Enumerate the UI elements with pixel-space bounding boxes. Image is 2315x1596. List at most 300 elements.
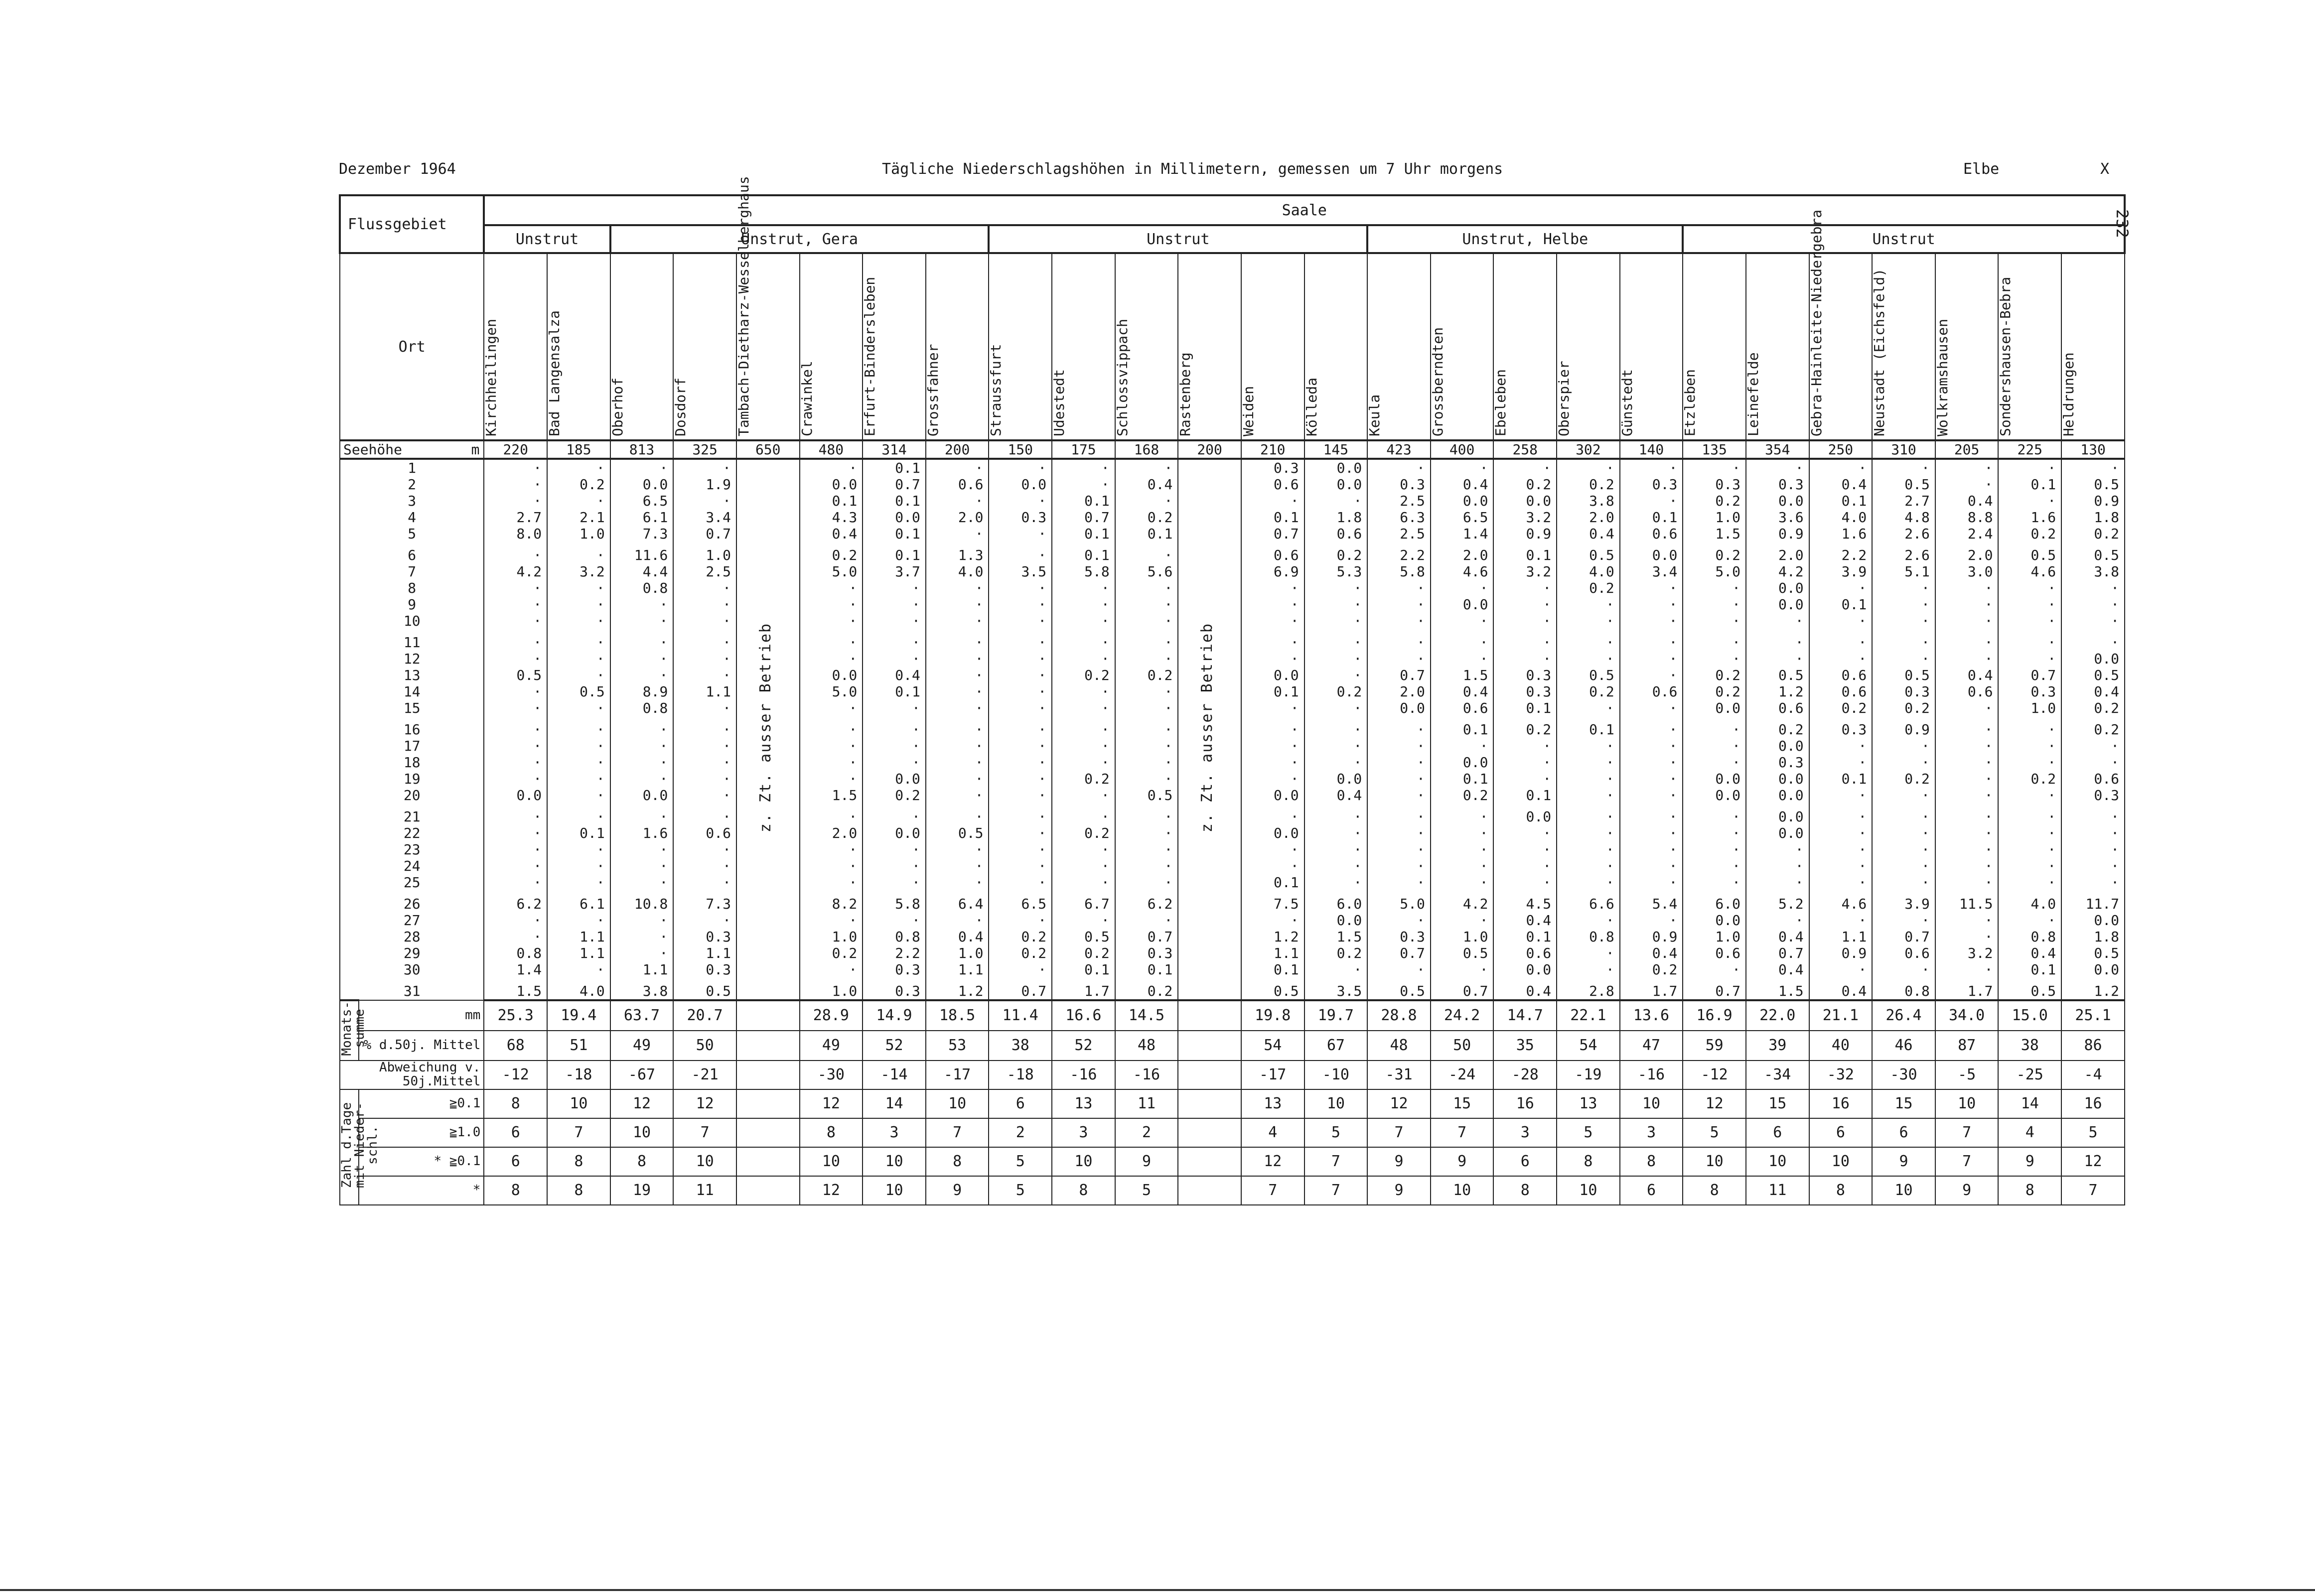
daily-value: ·	[2061, 874, 2125, 891]
daily-value: ·	[610, 858, 674, 874]
daily-value: 5.0	[1683, 563, 1746, 580]
daily-value: 0.8	[484, 945, 547, 961]
daily-value: ·	[1431, 651, 1494, 667]
daily-value: ·	[484, 825, 547, 841]
deviation-from-mean: -18	[989, 1061, 1052, 1089]
daily-value: ·	[484, 493, 547, 509]
daily-value: ·	[1620, 803, 1683, 825]
seehoehe-text: Seehöhe	[343, 441, 403, 458]
zahl-tage-group	[339, 1089, 380, 1205]
daily-value: ·	[673, 874, 736, 891]
daily-value: 0.1	[1052, 493, 1115, 509]
daily-value: 2.1	[547, 509, 610, 526]
daily-value: ·	[1115, 629, 1178, 651]
daily-value: 0.0	[1620, 542, 1683, 563]
daily-value: 6.0	[1683, 891, 1746, 912]
daily-value: 0.6	[1809, 683, 1873, 700]
station-elevation: 200	[1178, 440, 1241, 459]
daily-value: 0.2	[800, 542, 863, 563]
station-elevation: 354	[1746, 440, 1809, 459]
daily-value: ·	[1557, 651, 1620, 667]
daily-value: ·	[2061, 596, 2125, 613]
daily-value: ·	[1620, 716, 1683, 738]
station-name	[926, 253, 989, 440]
day-number: 10	[340, 613, 484, 629]
daily-value: 0.1	[1493, 542, 1557, 563]
days-ge-0-1	[1178, 1089, 1241, 1118]
daily-value: ·	[926, 629, 989, 651]
monthly-sum-mm: 63.7	[610, 1000, 674, 1031]
snow-days-ge-0-1: 5	[989, 1147, 1052, 1176]
daily-value: ·	[863, 803, 926, 825]
daily-value: 1.0	[673, 542, 736, 563]
daily-value: ·	[2061, 629, 2125, 651]
days-ge-1-0: 3	[1620, 1118, 1683, 1147]
daily-value: ·	[1115, 874, 1178, 891]
snow-days-ge-0-1: 9	[1872, 1147, 1935, 1176]
daily-value: 0.1	[863, 459, 926, 476]
station-label: Tambach-Dietharz-Wesselberghaus	[735, 176, 752, 436]
daily-value: ·	[484, 771, 547, 787]
daily-value: ·	[1935, 580, 1999, 596]
daily-value: 0.4	[1493, 978, 1557, 1000]
deviation-from-mean: -32	[1809, 1061, 1873, 1089]
daily-value: ·	[1304, 825, 1368, 841]
daily-value: ·	[1241, 754, 1304, 771]
daily-value: ·	[1304, 596, 1368, 613]
snow-days-ge-0-1: 10	[673, 1147, 736, 1176]
daily-value: ·	[1052, 716, 1115, 738]
daily-value: ·	[1683, 754, 1746, 771]
days-ge-0-1: 12	[610, 1089, 674, 1118]
station-name	[1178, 253, 1241, 440]
days-ge-1-0: 2	[989, 1118, 1052, 1147]
daily-value: ·	[1493, 613, 1557, 629]
days-ge-1-0	[1178, 1118, 1241, 1147]
monthly-sum-mm: 14.7	[1493, 1000, 1557, 1031]
subbasin-group: Unstrut	[989, 225, 1367, 253]
daily-value: ·	[1620, 738, 1683, 754]
daily-value: 2.7	[1872, 493, 1935, 509]
daily-value: ·	[1493, 754, 1557, 771]
percent-of-mean	[1178, 1031, 1241, 1061]
daily-value: 6.5	[610, 493, 674, 509]
daily-value: 0.1	[1052, 542, 1115, 563]
deviation-from-mean: -28	[1493, 1061, 1557, 1089]
daily-value: ·	[484, 629, 547, 651]
daily-value: ·	[1115, 771, 1178, 787]
daily-value: 0.3	[1746, 476, 1809, 493]
daily-value: ·	[1683, 858, 1746, 874]
daily-value: ·	[610, 874, 674, 891]
day-number: 27	[340, 912, 484, 929]
daily-value: 0.0	[1683, 912, 1746, 929]
daily-value: ·	[1557, 825, 1620, 841]
daily-value: 0.5	[1115, 787, 1178, 803]
daily-value: 0.4	[1809, 476, 1873, 493]
days-ge-0-1: 6	[989, 1089, 1052, 1118]
daily-value: ·	[484, 841, 547, 858]
daily-value: 5.0	[1367, 891, 1431, 912]
station-elevation: 250	[1809, 440, 1873, 459]
snow-days-ge-0-1: 12	[1241, 1147, 1304, 1176]
daily-value: ·	[1746, 912, 1809, 929]
daily-value: 0.5	[2061, 667, 2125, 683]
daily-value: ·	[547, 613, 610, 629]
snow-cover-days: 5	[989, 1176, 1052, 1205]
daily-value: ·	[1746, 613, 1809, 629]
snow-cover-days: 10	[1872, 1176, 1935, 1205]
daily-value: ·	[547, 700, 610, 716]
station-name	[1431, 253, 1494, 440]
daily-value: 0.3	[1620, 476, 1683, 493]
days-ge-1-0: 3	[1052, 1118, 1115, 1147]
monthly-sum-mm: 13.6	[1620, 1000, 1683, 1031]
snow-days-ge-0-1: 12	[2061, 1147, 2125, 1176]
daily-value: 0.2	[1493, 716, 1557, 738]
snow-cover-days: 10	[1431, 1176, 1494, 1205]
daily-value: 4.0	[1998, 891, 2061, 912]
daily-value: 4.5	[1493, 891, 1557, 912]
daily-value: ·	[1746, 651, 1809, 667]
daily-value: ·	[1746, 841, 1809, 858]
daily-value: 1.1	[1241, 945, 1304, 961]
daily-value: ·	[1809, 754, 1873, 771]
daily-value: 0.0	[863, 509, 926, 526]
days-ge-1-0: 7	[1367, 1118, 1431, 1147]
daily-value: ·	[547, 716, 610, 738]
daily-value: ·	[1809, 825, 1873, 841]
daily-value: ·	[547, 580, 610, 596]
daily-value: 0.2	[1683, 493, 1746, 509]
daily-value: ·	[1998, 596, 2061, 613]
monthly-sum-mm: 24.2	[1431, 1000, 1494, 1031]
deviation-from-mean: -14	[863, 1061, 926, 1089]
days-ge-0-1: 16	[2061, 1089, 2125, 1118]
days-ge-0-1: 10	[1620, 1089, 1683, 1118]
daily-value: ·	[1557, 613, 1620, 629]
snow-cover-days: 9	[1367, 1176, 1431, 1205]
day-number: 7	[340, 563, 484, 580]
daily-value: 0.5	[2061, 945, 2125, 961]
snow-cover-days: 7	[1304, 1176, 1368, 1205]
station-name	[1241, 253, 1304, 440]
daily-value: ·	[1052, 459, 1115, 476]
daily-value: ·	[1998, 459, 2061, 476]
daily-value: ·	[610, 596, 674, 613]
daily-value: ·	[1809, 629, 1873, 651]
station-name	[547, 253, 610, 440]
daily-value: 2.5	[1367, 493, 1431, 509]
daily-value: ·	[1241, 716, 1304, 738]
station-label: Rastenberg	[1177, 352, 1194, 436]
daily-value: ·	[863, 858, 926, 874]
daily-value: ·	[673, 596, 736, 613]
monthly-sum-mm: 28.8	[1367, 1000, 1431, 1031]
daily-value: ·	[1493, 874, 1557, 891]
daily-value: 0.4	[800, 526, 863, 542]
percent-of-mean: 38	[1998, 1031, 2061, 1061]
daily-value: 3.5	[989, 563, 1052, 580]
daily-value: ·	[926, 874, 989, 891]
bottom-rule	[0, 1589, 2315, 1591]
daily-value: ·	[673, 613, 736, 629]
station-elevation: 325	[673, 440, 736, 459]
daily-value: ·	[547, 961, 610, 978]
precipitation-sheet	[339, 176, 2126, 1499]
daily-value: ·	[1746, 858, 1809, 874]
daily-value: ·	[863, 841, 926, 858]
daily-value: ·	[1935, 651, 1999, 667]
daily-value: 3.9	[1872, 891, 1935, 912]
daily-value: ·	[1872, 858, 1935, 874]
station-label: Grossberndten	[1429, 327, 1446, 436]
monthly-sum-mm: 19.8	[1241, 1000, 1304, 1031]
daily-value: ·	[989, 580, 1052, 596]
percent-of-mean: 40	[1809, 1031, 1873, 1061]
daily-value: 0.0	[1746, 596, 1809, 613]
daily-value: ·	[1241, 803, 1304, 825]
daily-value: 1.0	[1683, 929, 1746, 945]
daily-value: 0.4	[1620, 945, 1683, 961]
daily-value: ·	[1052, 787, 1115, 803]
daily-value: ·	[484, 738, 547, 754]
daily-value: 0.6	[1493, 945, 1557, 961]
day-number: 30	[340, 961, 484, 978]
daily-value: ·	[989, 912, 1052, 929]
daily-value: ·	[484, 459, 547, 476]
daily-value: 0.0	[1304, 459, 1368, 476]
daily-value: 0.1	[1052, 526, 1115, 542]
daily-value: ·	[1367, 912, 1431, 929]
percent-of-mean: 49	[800, 1031, 863, 1061]
daily-value: 0.2	[1304, 945, 1368, 961]
station-label: Kirchheilingen	[483, 318, 500, 436]
daily-value: ·	[800, 754, 863, 771]
daily-value: 1.4	[1431, 526, 1494, 542]
daily-value: ·	[1431, 841, 1494, 858]
daily-value: ·	[673, 738, 736, 754]
daily-value: ·	[547, 667, 610, 683]
monthly-sum-mm: 21.1	[1809, 1000, 1873, 1031]
daily-value: 3.4	[673, 509, 736, 526]
daily-value: ·	[1115, 700, 1178, 716]
daily-value: ·	[1998, 716, 2061, 738]
daily-value: ·	[1998, 493, 2061, 509]
monthly-sum-mm: 34.0	[1935, 1000, 1999, 1031]
monthly-sum-mm: 19.7	[1304, 1000, 1368, 1031]
percent-of-mean: 68	[484, 1031, 547, 1061]
daily-value: 2.5	[673, 563, 736, 580]
daily-value: 6.6	[1557, 891, 1620, 912]
daily-value: ·	[673, 754, 736, 771]
seehoehe-label	[340, 440, 484, 459]
station-name	[610, 253, 674, 440]
daily-value: 1.0	[800, 978, 863, 1000]
daily-value: 0.5	[1367, 978, 1431, 1000]
daily-value: 0.0	[1746, 738, 1809, 754]
daily-value: 2.8	[1557, 978, 1620, 1000]
daily-value: 0.2	[1557, 476, 1620, 493]
daily-value: ·	[1052, 858, 1115, 874]
daily-value: 1.6	[610, 825, 674, 841]
daily-value: ·	[2061, 841, 2125, 858]
daily-value: 1.8	[1304, 509, 1368, 526]
daily-value: ·	[547, 874, 610, 891]
daily-value: 1.0	[547, 526, 610, 542]
daily-value: 0.1	[1809, 596, 1873, 613]
daily-value: 0.1	[863, 526, 926, 542]
daily-value: 0.6	[1746, 700, 1809, 716]
daily-value: ·	[1367, 716, 1431, 738]
deviation-from-mean: -12	[1683, 1061, 1746, 1089]
daily-value: 0.0	[1683, 700, 1746, 716]
daily-value: ·	[2061, 803, 2125, 825]
daily-value: 5.0	[800, 563, 863, 580]
days-ge-0-1: 12	[1367, 1089, 1431, 1118]
daily-value: ·	[1431, 874, 1494, 891]
daily-value: ·	[1115, 651, 1178, 667]
daily-value: ·	[1241, 858, 1304, 874]
daily-value: 0.2	[1493, 476, 1557, 493]
daily-value: 0.0	[610, 476, 674, 493]
station-label: Udestedt	[1051, 369, 1068, 436]
daily-value: 2.0	[1431, 542, 1494, 563]
daily-value: 0.2	[1304, 542, 1368, 563]
daily-value: ·	[610, 771, 674, 787]
daily-value: ·	[800, 874, 863, 891]
daily-value: ·	[1872, 596, 1935, 613]
daily-value: 3.6	[1746, 509, 1809, 526]
daily-value: 0.4	[863, 667, 926, 683]
daily-value: ·	[863, 596, 926, 613]
daily-value: ·	[926, 613, 989, 629]
daily-value: ·	[989, 738, 1052, 754]
subbasin-group: Unstrut	[484, 225, 610, 253]
daily-value: ·	[1304, 613, 1368, 629]
day-number: 25	[340, 874, 484, 891]
daily-value: ·	[673, 858, 736, 874]
daily-value: ·	[989, 803, 1052, 825]
daily-value: ·	[989, 526, 1052, 542]
station-name	[1367, 253, 1431, 440]
station-name	[1998, 253, 2061, 440]
deviation-from-mean: -21	[673, 1061, 736, 1089]
daily-value: ·	[610, 651, 674, 667]
daily-value: ·	[863, 874, 926, 891]
station-elevation: 140	[1620, 440, 1683, 459]
daily-value: ·	[2061, 459, 2125, 476]
day-number: 24	[340, 858, 484, 874]
daily-value: ·	[1620, 841, 1683, 858]
daily-value: ·	[1052, 700, 1115, 716]
snow-cover-days: 8	[484, 1176, 547, 1205]
daily-value: 0.3	[1683, 476, 1746, 493]
daily-value: ·	[1809, 580, 1873, 596]
daily-value: 6.5	[1431, 509, 1494, 526]
daily-value: 0.2	[1115, 509, 1178, 526]
daily-value: ·	[1367, 787, 1431, 803]
snow-cover-days: 5	[1115, 1176, 1178, 1205]
snow-days-ge-0-1: 8	[610, 1147, 674, 1176]
monthly-sum-mm: 19.4	[547, 1000, 610, 1031]
days-ge-0-1: 11	[1115, 1089, 1178, 1118]
daily-value: 0.6	[1304, 526, 1368, 542]
snow-cover-days: 11	[673, 1176, 736, 1205]
daily-value: 0.0	[1683, 787, 1746, 803]
daily-value: ·	[1052, 738, 1115, 754]
daily-value: 6.1	[610, 509, 674, 526]
daily-value: 0.2	[1557, 580, 1620, 596]
daily-value: ·	[989, 613, 1052, 629]
daily-value: ·	[1052, 803, 1115, 825]
daily-value: 0.1	[863, 542, 926, 563]
snow-cover-days: 19	[610, 1176, 674, 1205]
daily-value: 1.3	[926, 542, 989, 563]
daily-value: 4.0	[1809, 509, 1873, 526]
daily-value: 5.1	[1872, 563, 1935, 580]
monthly-sum-mm: 14.5	[1115, 1000, 1178, 1031]
daily-value: 0.2	[800, 945, 863, 961]
snow-days-ge-0-1: 10	[1746, 1147, 1809, 1176]
daily-value: ·	[2061, 754, 2125, 771]
daily-value: ·	[2061, 738, 2125, 754]
station-label: Kölleda	[1303, 377, 1320, 436]
daily-value: 5.8	[1367, 563, 1431, 580]
seehoehe-unit: m	[471, 441, 480, 458]
daily-value: ·	[1367, 825, 1431, 841]
station-label: Heldrungen	[2060, 352, 2077, 436]
daily-value: ·	[1809, 787, 1873, 803]
daily-value: 10.8	[610, 891, 674, 912]
daily-value: 0.6	[1241, 542, 1304, 563]
days-ge-0-1: 13	[1052, 1089, 1115, 1118]
daily-value: ·	[484, 542, 547, 563]
daily-value: 0.7	[1746, 945, 1809, 961]
percent-of-mean: 49	[610, 1031, 674, 1061]
daily-value: ·	[1683, 738, 1746, 754]
daily-value: 0.2	[1052, 667, 1115, 683]
daily-value: ·	[1872, 787, 1935, 803]
percent-of-mean: 38	[989, 1031, 1052, 1061]
daily-value: ·	[1367, 596, 1431, 613]
daily-value: ·	[1998, 858, 2061, 874]
daily-value: ·	[1304, 651, 1368, 667]
abweichung-label: Abweichung v. 50j.Mittel	[340, 1061, 484, 1089]
daily-value: ·	[1241, 912, 1304, 929]
daily-value: ·	[1493, 841, 1557, 858]
daily-value: 1.1	[1809, 929, 1873, 945]
percent-of-mean: 39	[1746, 1031, 1809, 1061]
day-number: 12	[340, 651, 484, 667]
station-elevation: 135	[1683, 440, 1746, 459]
daily-value: 0.1	[547, 825, 610, 841]
monthly-sum-mm	[736, 1000, 800, 1031]
daily-value: 0.0	[1431, 493, 1494, 509]
snow-days-ge-0-1: 7	[1935, 1147, 1999, 1176]
daily-value: 0.4	[1998, 945, 2061, 961]
daily-value: ·	[1872, 738, 1935, 754]
station-label: Schlossvippach	[1114, 318, 1131, 436]
daily-value: ·	[1872, 613, 1935, 629]
daily-value: ·	[673, 803, 736, 825]
daily-value: ·	[1620, 580, 1683, 596]
daily-value: 4.3	[800, 509, 863, 526]
daily-value: ·	[863, 613, 926, 629]
daily-value: ·	[1493, 771, 1557, 787]
deviation-from-mean: -4	[2061, 1061, 2125, 1089]
daily-value: 0.6	[1431, 700, 1494, 716]
